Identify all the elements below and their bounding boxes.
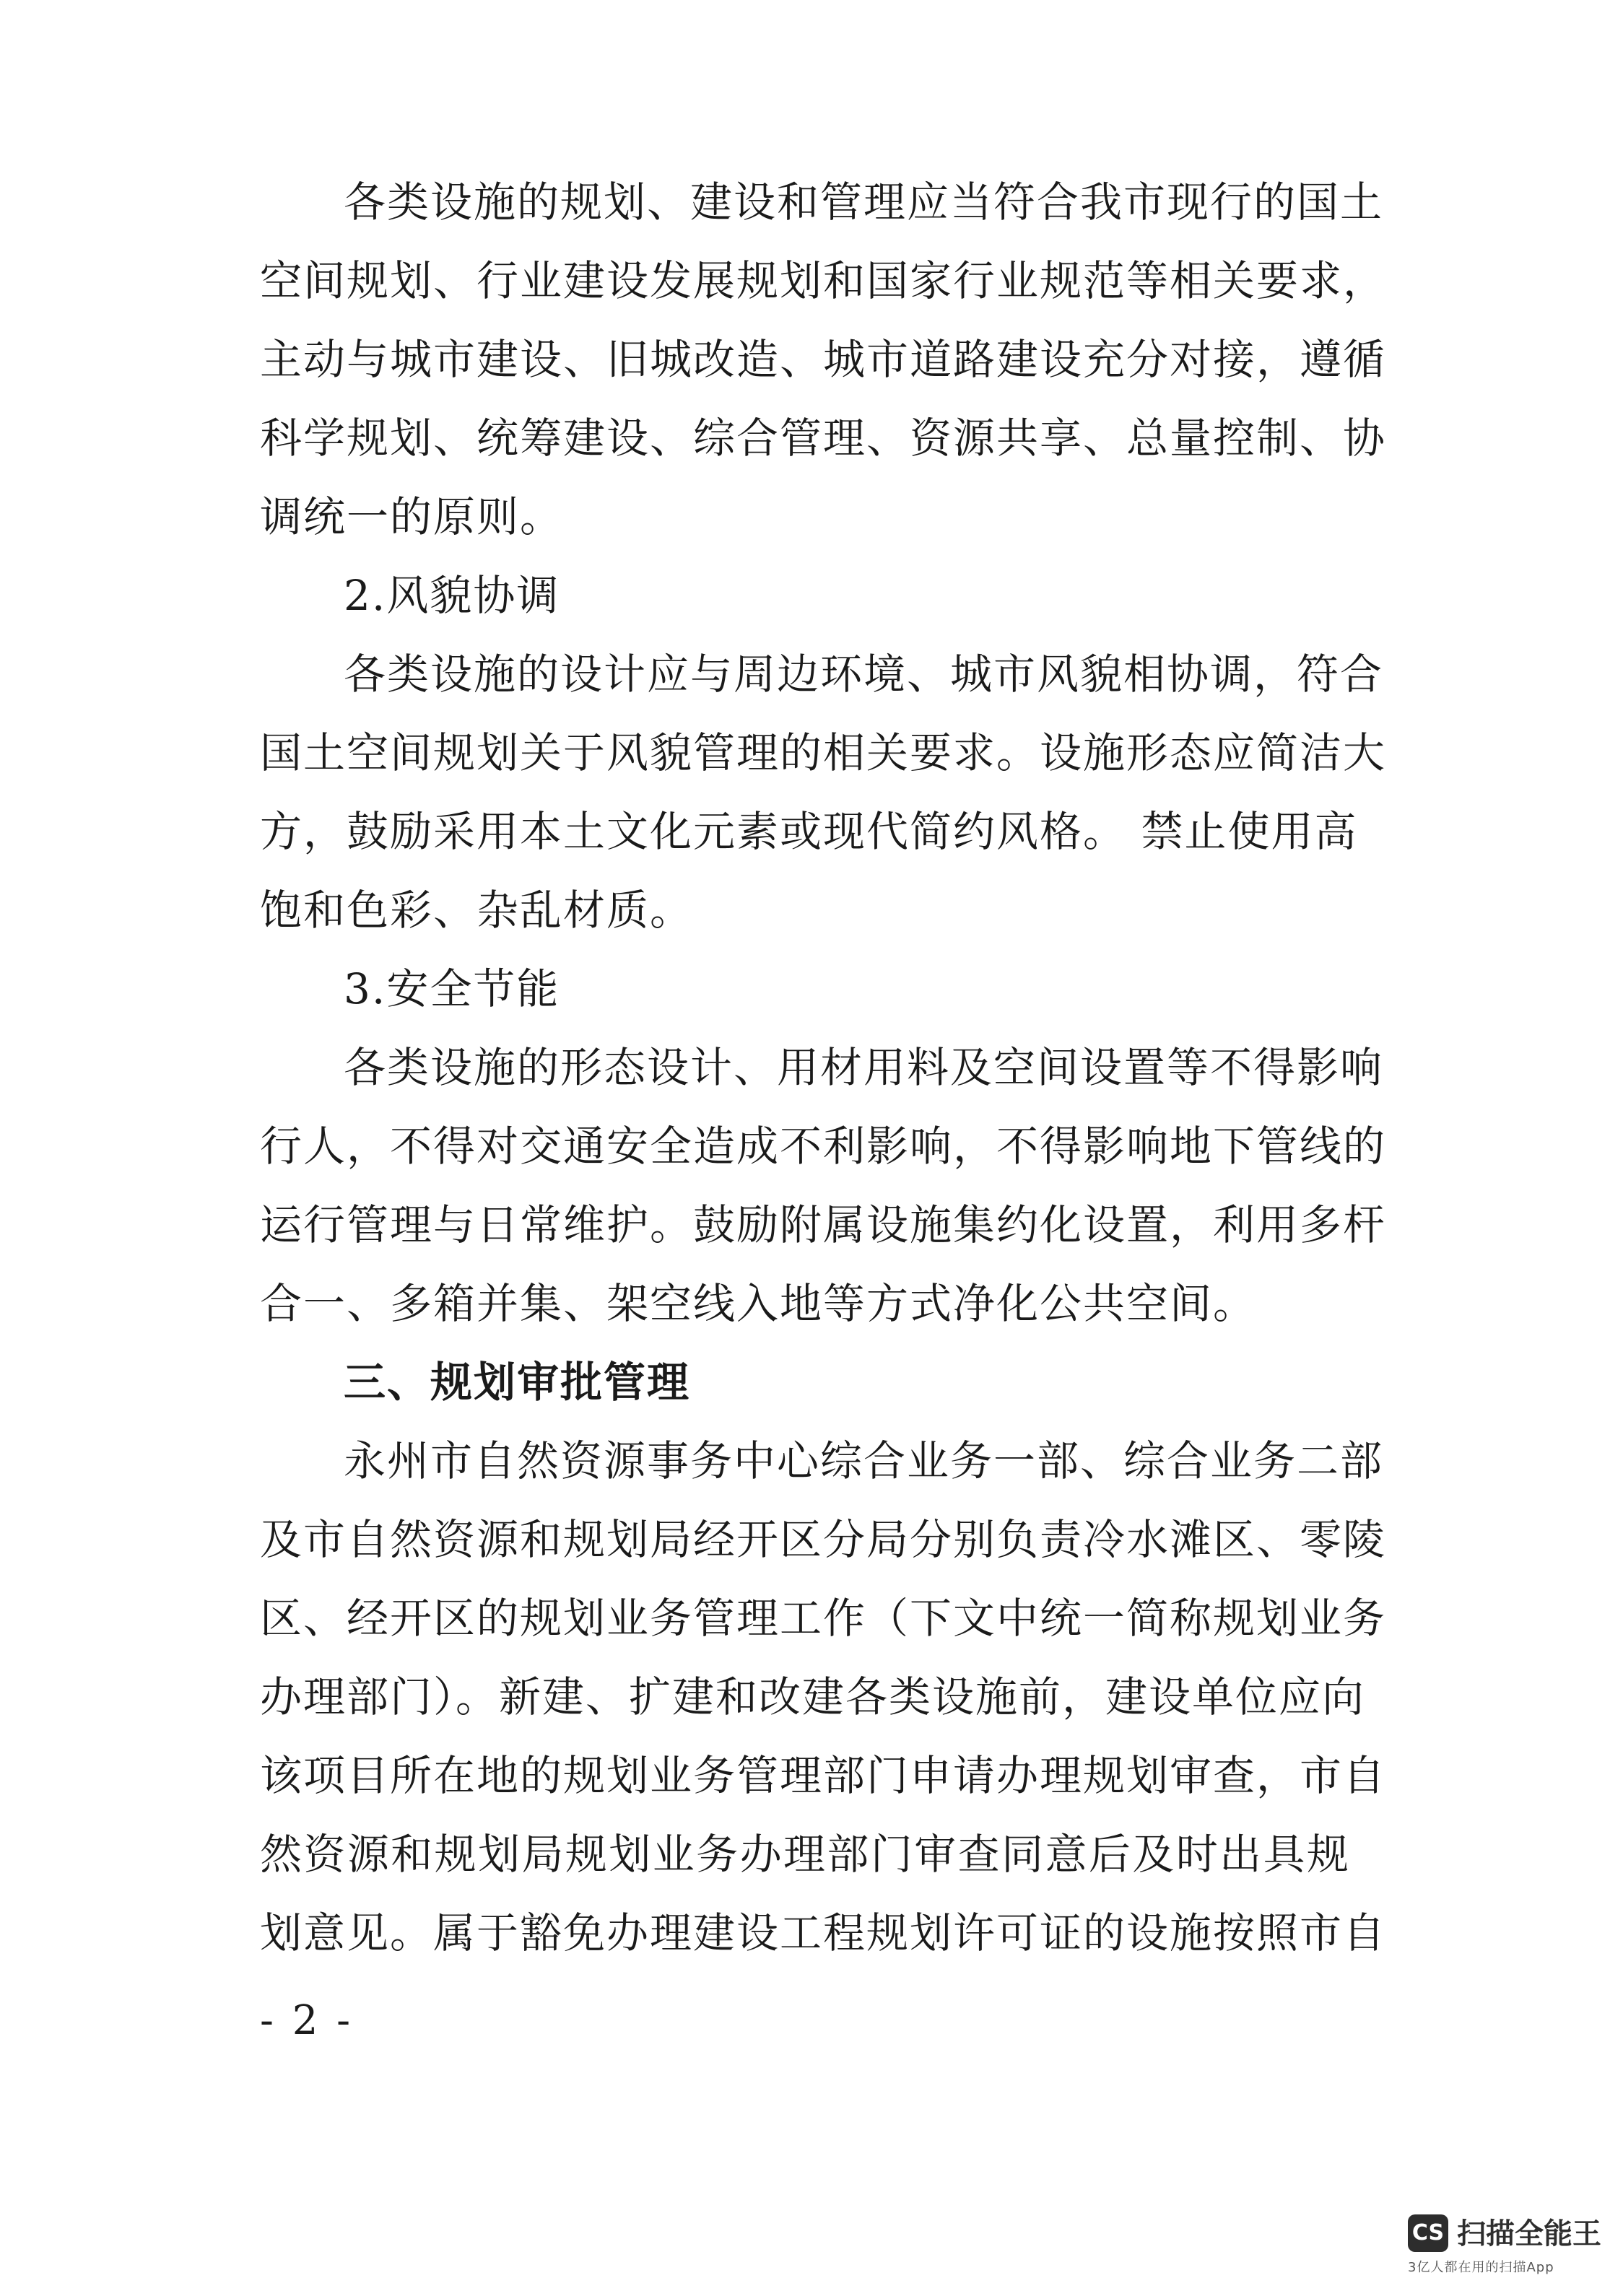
text-line: 饱和色彩、杂乱材质。 xyxy=(260,886,694,935)
text-line: 运行管理与日常维护。鼓励附属设施集约化设置，利用多杆 xyxy=(260,1200,1387,1249)
document-body xyxy=(260,163,1387,1973)
text-line: 然资源和规划局规划业务办理部门审查同意后及时出具规 xyxy=(260,1830,1350,1879)
text-line: 科学规划、统筹建设、综合管理、资源共享、总量控制、协 xyxy=(260,414,1387,463)
watermark-app-name: 扫描全能王 xyxy=(1457,2217,1601,2251)
watermark-tagline: 3亿人都在用的扫描App xyxy=(1408,2260,1554,2275)
text-line: 方，鼓励采用本土文化元素或现代简约风格。 禁止使用高 xyxy=(260,807,1358,856)
text-line: 及市自然资源和规划局经开区分局分别负责冷水滩区、零陵 xyxy=(260,1515,1387,1564)
camscanner-logo-icon: CS xyxy=(1408,2214,1448,2252)
text-line: 区、经开区的规划业务管理工作（下文中统一简称规划业务 xyxy=(260,1594,1387,1643)
page-number: - 2 - xyxy=(260,1997,354,2044)
text-line: 办理部门）。新建、扩建和改建各类设施前，建设单位应向 xyxy=(260,1672,1366,1721)
text-line: 永州市自然资源事务中心综合业务一部、综合业务二部 xyxy=(344,1436,1384,1485)
text-line: 空间规划、行业建设发展规划和国家行业规范等相关要求， xyxy=(260,256,1387,305)
text-line: 国土空间规划关于风貌管理的相关要求。设施形态应简洁大 xyxy=(260,728,1387,777)
text-line: 调统一的原则。 xyxy=(260,492,564,541)
text-line: 行人，不得对交通安全造成不利影响，不得影响地下管线的 xyxy=(260,1122,1387,1171)
section-heading: 三、规划审批管理 xyxy=(344,1358,691,1407)
text-line: 主动与城市建设、旧城改造、城市道路建设充分对接，遵循 xyxy=(260,335,1387,384)
text-line: 该项目所在地的规划业务管理部门申请办理规划审查，市自 xyxy=(260,1751,1387,1800)
text-line: 各类设施的形态设计、用材用料及空间设置等不得影响 xyxy=(344,1043,1384,1092)
text-line: 各类设施的设计应与周边环境、城市风貌相协调，符合 xyxy=(344,650,1384,699)
text-line: 各类设施的规划、建设和管理应当符合我市现行的国土 xyxy=(344,178,1384,227)
camscanner-watermark xyxy=(1408,2214,1601,2287)
text-line: 3.安全节能 xyxy=(344,964,560,1013)
text-line: 合一、多箱并集、架空线入地等方式净化公共空间。 xyxy=(260,1279,1257,1328)
text-line: 2.风貌协调 xyxy=(344,571,560,620)
text-line: 划意见。属于豁免办理建设工程规划许可证的设施按照市自 xyxy=(260,1908,1387,1957)
